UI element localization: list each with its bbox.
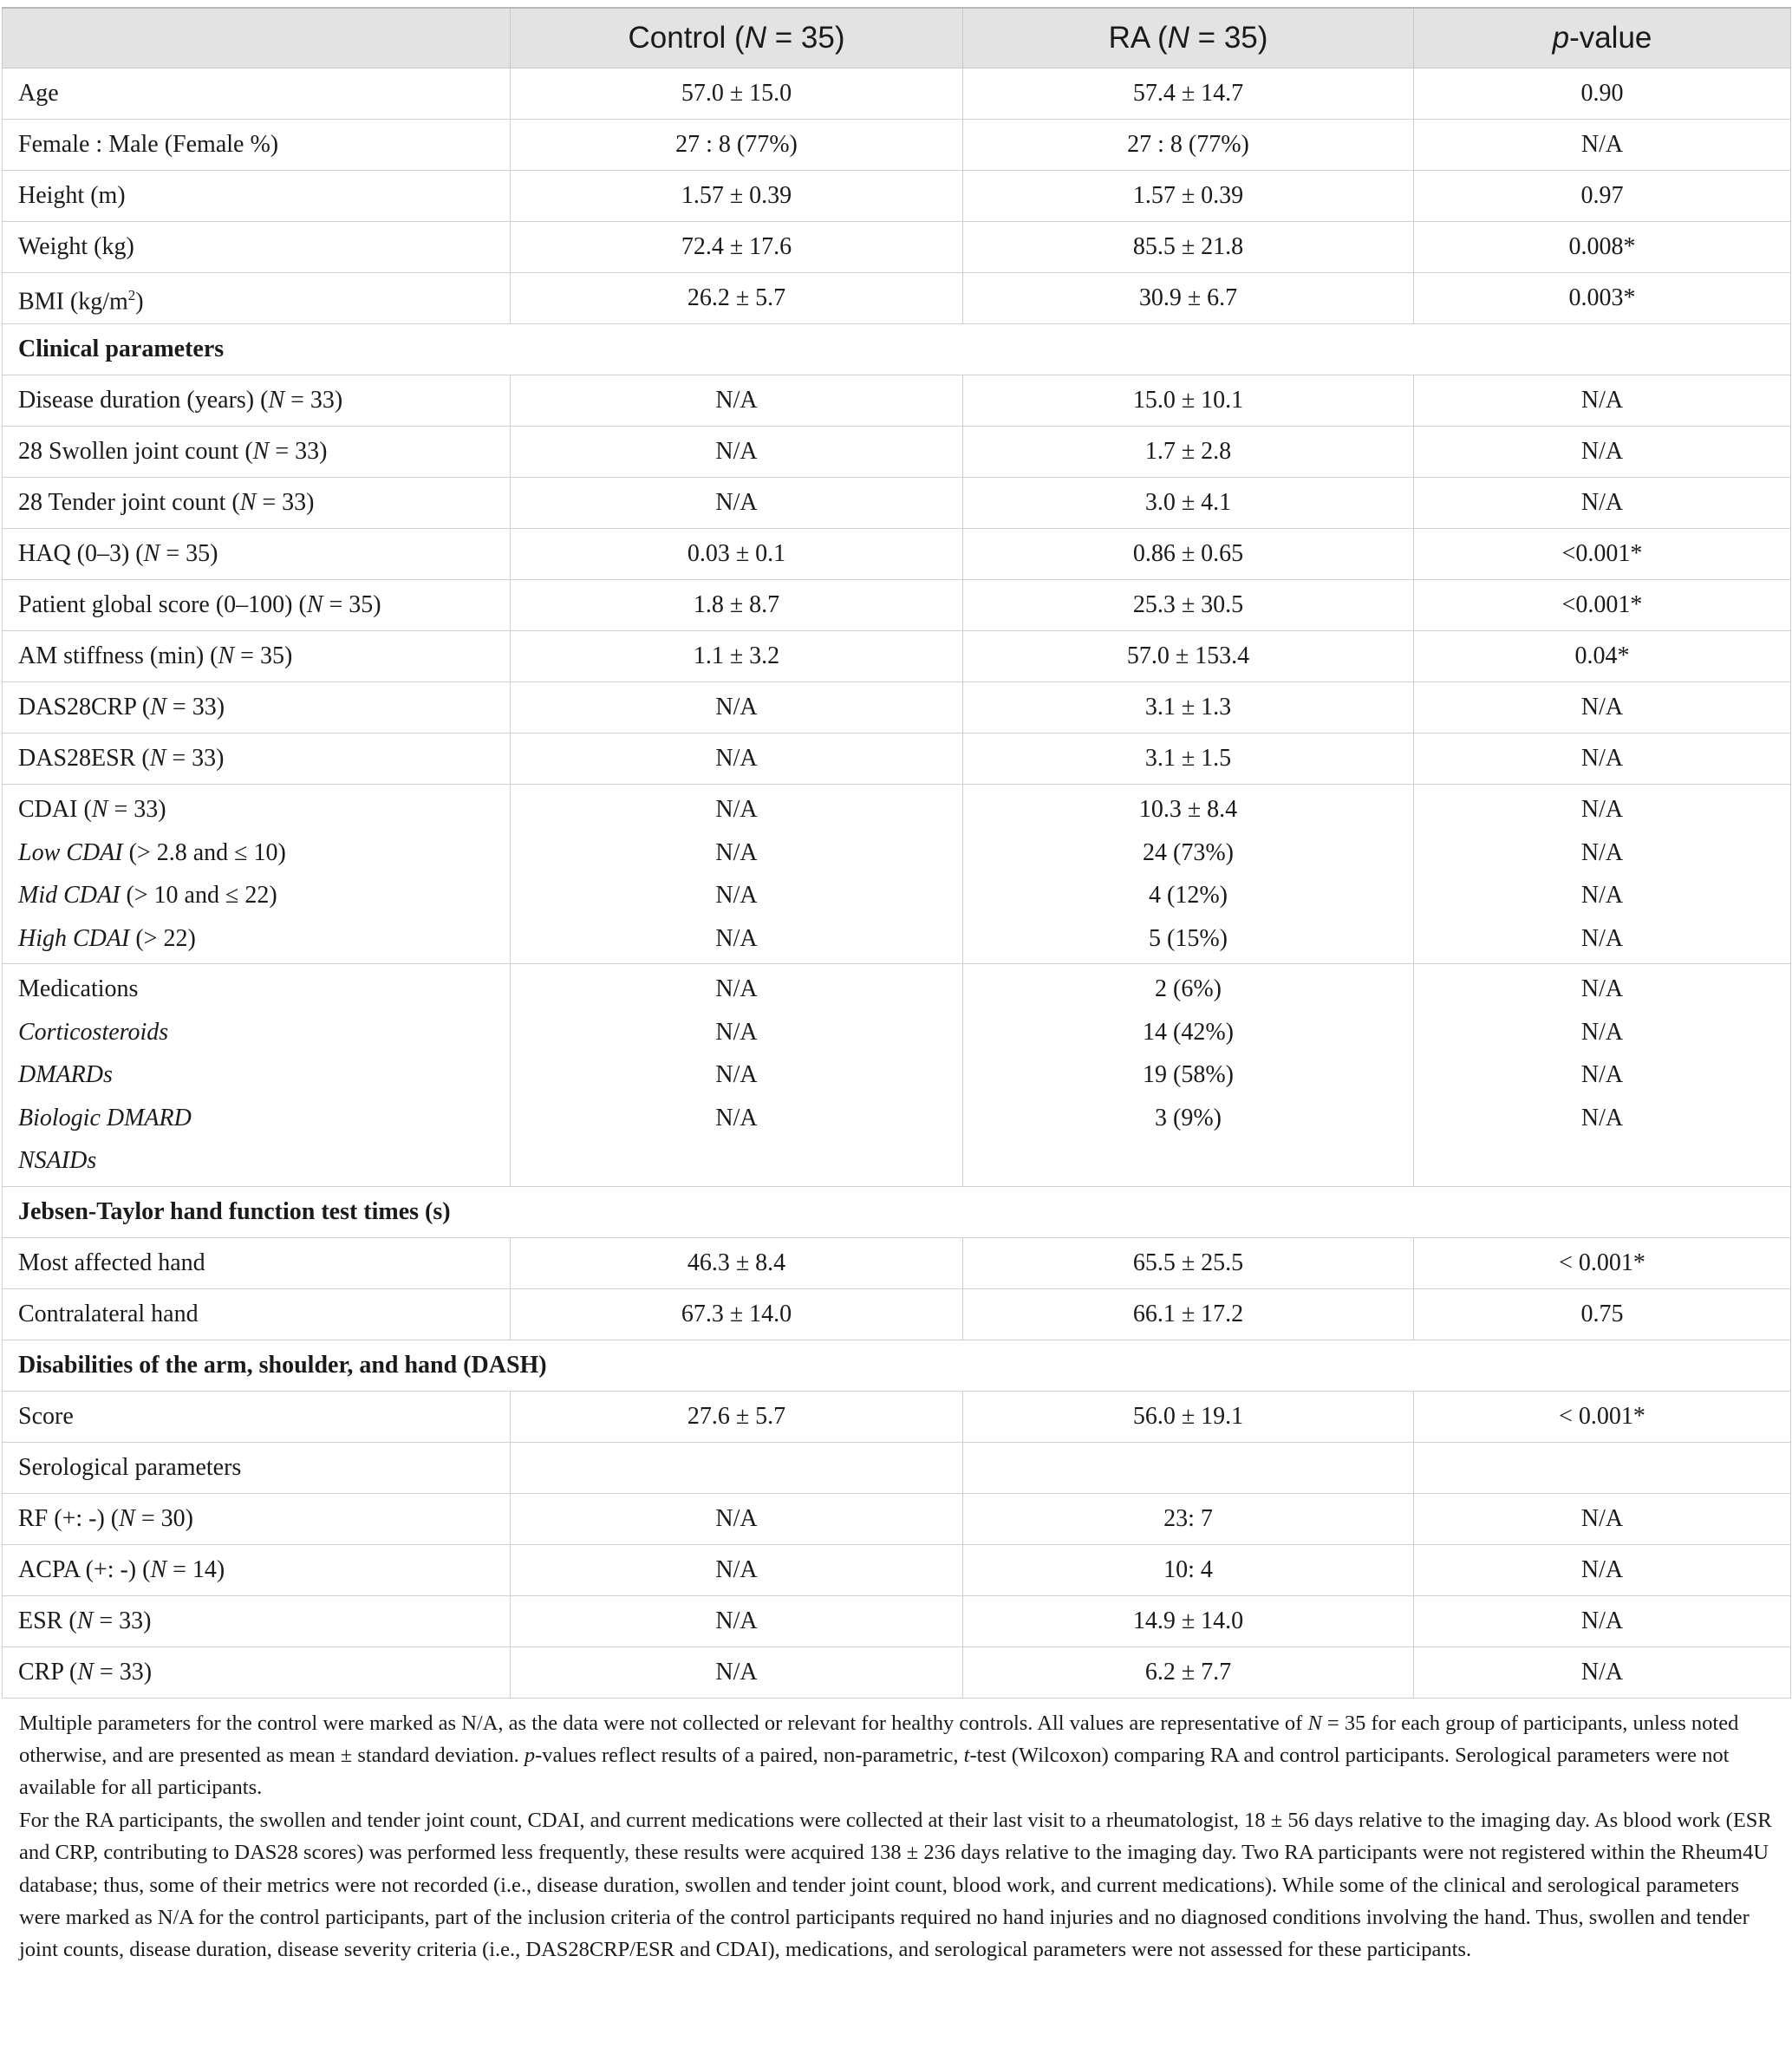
p-value: N/A: [1414, 427, 1791, 478]
row-label: Height (m): [3, 171, 511, 222]
value-line: N/A: [715, 1104, 758, 1131]
control-value: 46.3 ± 8.4: [511, 1237, 963, 1288]
header-cell-parameter: [3, 8, 511, 68]
row-label: [3, 1544, 511, 1595]
ra-value: 15.0 ± 10.1: [963, 375, 1414, 427]
cdai-high-label: [18, 917, 494, 961]
value-line: N/A: [715, 975, 758, 1002]
table-row-disease-duration: [3, 375, 1791, 427]
row-label: [3, 1595, 511, 1646]
label-n: N: [239, 489, 257, 517]
label-n: N: [218, 642, 235, 670]
ra-value: 66.1 ± 17.2: [963, 1288, 1414, 1340]
row-label: [3, 785, 511, 964]
row-label: Female : Male (Female %): [3, 120, 511, 171]
medications-label: Medications: [18, 975, 139, 1002]
header-control-text: Control (: [628, 21, 745, 55]
bmi-label-superscript: 2: [127, 286, 136, 303]
header-ra-n: N: [1167, 21, 1189, 55]
label-text: RF (+: -) (: [18, 1504, 120, 1532]
control-value: N/A: [511, 1646, 963, 1698]
ra-value: 6.2 ± 7.7: [963, 1646, 1414, 1698]
table-row-serological-header: [3, 1442, 1791, 1493]
cdai-mid-label: [18, 874, 494, 917]
ra-value: [963, 785, 1414, 964]
ra-value: 25.3 ± 30.5: [963, 580, 1414, 631]
control-value: N/A: [511, 734, 963, 785]
value-line: N/A: [1580, 924, 1624, 952]
p-value: N/A: [1414, 682, 1791, 734]
table-row-am-stiffness: [3, 631, 1791, 682]
header-p-italic: p: [1552, 21, 1570, 55]
value-line: N/A: [715, 1061, 758, 1088]
control-value: 0.03 ± 0.1: [511, 529, 963, 580]
header-p-suffix: -value: [1569, 21, 1652, 55]
section-row-jebsen: [3, 1186, 1791, 1237]
label-n-value: = 35): [160, 540, 218, 568]
p-value: < 0.001*: [1414, 1391, 1791, 1442]
footnote-paragraph-2: For the RA participants, the swollen and tender joint count, CDAI, and current medications were collected at their last visit to a rheumatologist, 18 ± 56 days relative to the imaging day. As blood work (ESR and CRP, contributing to DAS28 scores) was performed less frequently, these results were acquired 138 ± 236 days relative to the imaging day. Two RA participants were not registered within the Rheum4U database; thus, some of their metrics were not recorded (i.e., disease duration, swollen and tender joint count, blood work, and current medications). While some of the clinical and serological parameters were marked as N/A for the control participants, part of the inclusion criteria of the control participants required no hand injuries and no diagnosed conditions involving the hand. Thus, swollen and tender joint counts, disease duration, disease severity criteria (i.e., DAS28CRP/ESR and CDAI), medications, and serological parameters were not assessed for these participants.: [19, 1808, 1772, 1962]
label-n: N: [77, 1658, 94, 1686]
ra-value: 0.86 ± 0.65: [963, 529, 1414, 580]
p-value: 0.003*: [1414, 273, 1791, 324]
table-row-sex: [3, 120, 1791, 171]
label-text: CDAI (: [18, 796, 92, 823]
ra-value: 3.0 ± 4.1: [963, 478, 1414, 529]
control-value: N/A: [511, 478, 963, 529]
p-value: 0.90: [1414, 68, 1791, 120]
table-footnote: [2, 1699, 1790, 1966]
table-row-haq: [3, 529, 1791, 580]
label-text: HAQ (0–3) (: [18, 540, 144, 568]
p-value: [1414, 1442, 1791, 1493]
header-control-n: N: [744, 21, 766, 55]
table-row-score: [3, 1391, 1791, 1442]
control-value: N/A: [511, 1493, 963, 1544]
value-line: N/A: [1580, 838, 1624, 866]
table-row-cdai: [3, 785, 1791, 964]
label-n-value: = 33): [166, 745, 225, 773]
row-label: [3, 375, 511, 427]
row-label: [3, 1646, 511, 1698]
header-cell-ra: [963, 8, 1414, 68]
bmi-label-close: ): [135, 287, 144, 315]
p-value: [1414, 964, 1791, 1187]
table-row-crp: [3, 1646, 1791, 1698]
value-line: 3 (9%): [1155, 1104, 1222, 1131]
label-text: 28 Tender joint count (: [18, 489, 240, 517]
value-line: 5 (15%): [1149, 924, 1228, 952]
control-value: N/A: [511, 375, 963, 427]
medication-sublabel: DMARDs: [18, 1061, 113, 1088]
footnote-italic: p: [524, 1743, 536, 1767]
control-value: 27.6 ± 5.7: [511, 1391, 963, 1442]
label-n-value: = 33): [93, 1658, 153, 1686]
value-line: N/A: [715, 796, 758, 823]
control-value: 1.57 ± 0.39: [511, 171, 963, 222]
control-value: 1.8 ± 8.7: [511, 580, 963, 631]
label-text: ACPA (+: -) (: [18, 1555, 151, 1583]
table-row-contralateral: [3, 1288, 1791, 1340]
p-value: N/A: [1414, 478, 1791, 529]
row-label: [3, 631, 511, 682]
row-label: Serological parameters: [3, 1442, 511, 1493]
medication-sublabel: Biologic DMARD: [18, 1104, 192, 1131]
label-n-value: = 35): [234, 642, 293, 670]
p-value: 0.008*: [1414, 222, 1791, 273]
control-value: 27 : 8 (77%): [511, 120, 963, 171]
control-value: [511, 785, 963, 964]
footnote-text: -values reflect results of a paired, non-parametric,: [535, 1743, 964, 1767]
table-row-bmi: [3, 273, 1791, 324]
label-text: 28 Swollen joint count (: [18, 438, 253, 466]
table-row-swollen-joint: [3, 427, 1791, 478]
table-header: [3, 8, 1791, 68]
control-value: 57.0 ± 15.0: [511, 68, 963, 120]
row-label: Most affected hand: [3, 1237, 511, 1288]
footnote-italic: t: [963, 1743, 970, 1767]
row-label: [3, 964, 511, 1187]
row-label: Contralateral hand: [3, 1288, 511, 1340]
label-n: N: [143, 540, 160, 568]
value-line: 19 (58%): [1143, 1061, 1234, 1088]
label-n-value: = 33): [166, 694, 225, 721]
label-n-value: = 33): [284, 387, 343, 414]
table-body: [3, 68, 1791, 1699]
footnote-text: Multiple parameters for the control were marked as N/A, as the data were not collected or relevant for healthy controls. All values are representative of: [19, 1711, 1308, 1735]
control-value: 72.4 ± 17.6: [511, 222, 963, 273]
ra-value: 3.1 ± 1.3: [963, 682, 1414, 734]
row-label: [3, 529, 511, 580]
p-value: N/A: [1414, 734, 1791, 785]
value-line: N/A: [1580, 882, 1624, 909]
ra-value: [963, 1442, 1414, 1493]
value-line: N/A: [1580, 1018, 1624, 1046]
table-row-rf: [3, 1493, 1791, 1544]
header-ra-suffix: = 35): [1189, 21, 1268, 55]
section-heading: Disabilities of the arm, shoulder, and hand (DASH): [3, 1340, 1791, 1391]
label-text: CRP (: [18, 1658, 78, 1686]
table-row-acpa: [3, 1544, 1791, 1595]
label-n-value: = 33): [256, 489, 315, 517]
label-n-value: = 33): [108, 796, 166, 823]
header-cell-pvalue: [1414, 8, 1791, 68]
p-value: N/A: [1414, 120, 1791, 171]
ra-value: [963, 964, 1414, 1187]
row-label: Weight (kg): [3, 222, 511, 273]
row-label: [3, 1493, 511, 1544]
ra-value: 57.0 ± 153.4: [963, 631, 1414, 682]
label-n-value: = 33): [269, 438, 328, 466]
p-value: N/A: [1414, 375, 1791, 427]
cdai-low-label: [18, 831, 494, 875]
table-row-height: [3, 171, 1791, 222]
label-n-value: = 30): [134, 1504, 193, 1532]
medication-sublabel: Corticosteroids: [18, 1018, 169, 1046]
sublabel-range: (> 2.8 and ≤ 10): [122, 838, 286, 866]
control-value: N/A: [511, 1544, 963, 1595]
value-line: N/A: [715, 882, 758, 909]
ra-value: 65.5 ± 25.5: [963, 1237, 1414, 1288]
medication-sublabel: NSAIDs: [18, 1147, 97, 1174]
footnote-text: -test (Wilcoxon) comparing RA and control participants. Serological parameters were not available for all participants.: [19, 1743, 1730, 1800]
label-n: N: [252, 438, 270, 466]
ra-value: 23: 7: [963, 1493, 1414, 1544]
value-line: 24 (73%): [1143, 838, 1234, 866]
table-row-age: [3, 68, 1791, 120]
value-line: N/A: [715, 924, 758, 952]
value-line: 4 (12%): [1149, 882, 1228, 909]
p-value: 0.75: [1414, 1288, 1791, 1340]
label-n: N: [91, 796, 108, 823]
table-row-esr: [3, 1595, 1791, 1646]
label-text: DAS28ESR (: [18, 745, 150, 773]
control-value: 1.1 ± 3.2: [511, 631, 963, 682]
ra-value: 1.57 ± 0.39: [963, 171, 1414, 222]
sublabel-range: (> 22): [129, 924, 196, 952]
value-line: N/A: [1580, 1061, 1624, 1088]
header-control-suffix: = 35): [766, 21, 845, 55]
bmi-label-text: BMI (kg/m: [18, 287, 128, 315]
ra-value: 30.9 ± 6.7: [963, 273, 1414, 324]
sublabel-text: High CDAI: [18, 924, 130, 952]
table-row-tender-joint: [3, 478, 1791, 529]
header-ra-text: RA (: [1108, 21, 1168, 55]
header-row: [3, 8, 1791, 68]
value-line: N/A: [1580, 1104, 1624, 1131]
ra-value: 85.5 ± 21.8: [963, 222, 1414, 273]
section-heading: Jebsen-Taylor hand function test times (s): [3, 1186, 1791, 1237]
control-value: [511, 1442, 963, 1493]
value-line: N/A: [1580, 975, 1624, 1002]
control-value: 67.3 ± 14.0: [511, 1288, 963, 1340]
ra-value: 10: 4: [963, 1544, 1414, 1595]
footnote-paragraph-1: [19, 1707, 1775, 1804]
p-value: N/A: [1414, 1646, 1791, 1698]
label-n-value: = 33): [93, 1607, 152, 1634]
ra-value: 27 : 8 (77%): [963, 120, 1414, 171]
label-text: AM stiffness (min) (: [18, 642, 218, 670]
row-label: [3, 580, 511, 631]
characteristics-table: [2, 7, 1791, 1699]
table-row-das28crp: [3, 682, 1791, 734]
p-value: <0.001*: [1414, 580, 1791, 631]
p-value: [1414, 785, 1791, 964]
p-value: N/A: [1414, 1595, 1791, 1646]
label-text: Disease duration (years) (: [18, 387, 269, 414]
footnote-text: = 35 for each group of participants, unless noted otherwise, and are presented as mean ± standard deviation.: [19, 1711, 1739, 1767]
row-label: [3, 478, 511, 529]
section-row-dash: [3, 1340, 1791, 1391]
section-heading: Clinical parameters: [3, 324, 1791, 375]
table-row-das28esr: [3, 734, 1791, 785]
p-value: 0.04*: [1414, 631, 1791, 682]
section-row-clinical: [3, 324, 1791, 375]
label-n-value: = 14): [166, 1555, 225, 1583]
table-row-most-affected: [3, 1237, 1791, 1288]
row-label: Age: [3, 68, 511, 120]
label-n: N: [268, 387, 285, 414]
control-value: [511, 964, 963, 1187]
label-n: N: [150, 1555, 167, 1583]
control-value: N/A: [511, 682, 963, 734]
value-line: 2 (6%): [1155, 975, 1222, 1002]
row-label: [3, 682, 511, 734]
ra-value: 56.0 ± 19.1: [963, 1391, 1414, 1442]
label-n: N: [306, 591, 323, 619]
ra-value: 1.7 ± 2.8: [963, 427, 1414, 478]
table-row-weight: [3, 222, 1791, 273]
sublabel-text: Low CDAI: [18, 838, 123, 866]
row-label: [3, 273, 511, 324]
control-value: N/A: [511, 1595, 963, 1646]
sublabel-text: Mid CDAI: [18, 882, 121, 909]
table-row-patient-global: [3, 580, 1791, 631]
label-text: Patient global score (0–100) (: [18, 591, 307, 619]
value-line: N/A: [1580, 796, 1624, 823]
label-text: DAS28CRP (: [18, 694, 151, 721]
header-cell-control: [511, 8, 963, 68]
value-line: 14 (42%): [1143, 1018, 1234, 1046]
label-text: ESR (: [18, 1607, 77, 1634]
control-value: 26.2 ± 5.7: [511, 273, 963, 324]
row-label: Score: [3, 1391, 511, 1442]
label-n: N: [76, 1607, 94, 1634]
ra-value: 3.1 ± 1.5: [963, 734, 1414, 785]
row-label: [3, 734, 511, 785]
label-n: N: [149, 745, 166, 773]
footnote-italic: N: [1307, 1711, 1322, 1735]
table-row-medications: [3, 964, 1791, 1187]
p-value: <0.001*: [1414, 529, 1791, 580]
cdai-label: [18, 788, 494, 831]
value-line: 10.3 ± 8.4: [1138, 796, 1238, 823]
sublabel-range: (> 10 and ≤ 22): [120, 882, 277, 909]
label-n: N: [119, 1504, 135, 1532]
value-line: N/A: [715, 838, 758, 866]
ra-value: 14.9 ± 14.0: [963, 1595, 1414, 1646]
label-n: N: [150, 694, 166, 721]
row-label: [3, 427, 511, 478]
p-value: N/A: [1414, 1493, 1791, 1544]
ra-value: 57.4 ± 14.7: [963, 68, 1414, 120]
p-value: 0.97: [1414, 171, 1791, 222]
p-value: N/A: [1414, 1544, 1791, 1595]
label-n-value: = 35): [323, 591, 381, 619]
control-value: N/A: [511, 427, 963, 478]
p-value: < 0.001*: [1414, 1237, 1791, 1288]
value-line: N/A: [715, 1018, 758, 1046]
